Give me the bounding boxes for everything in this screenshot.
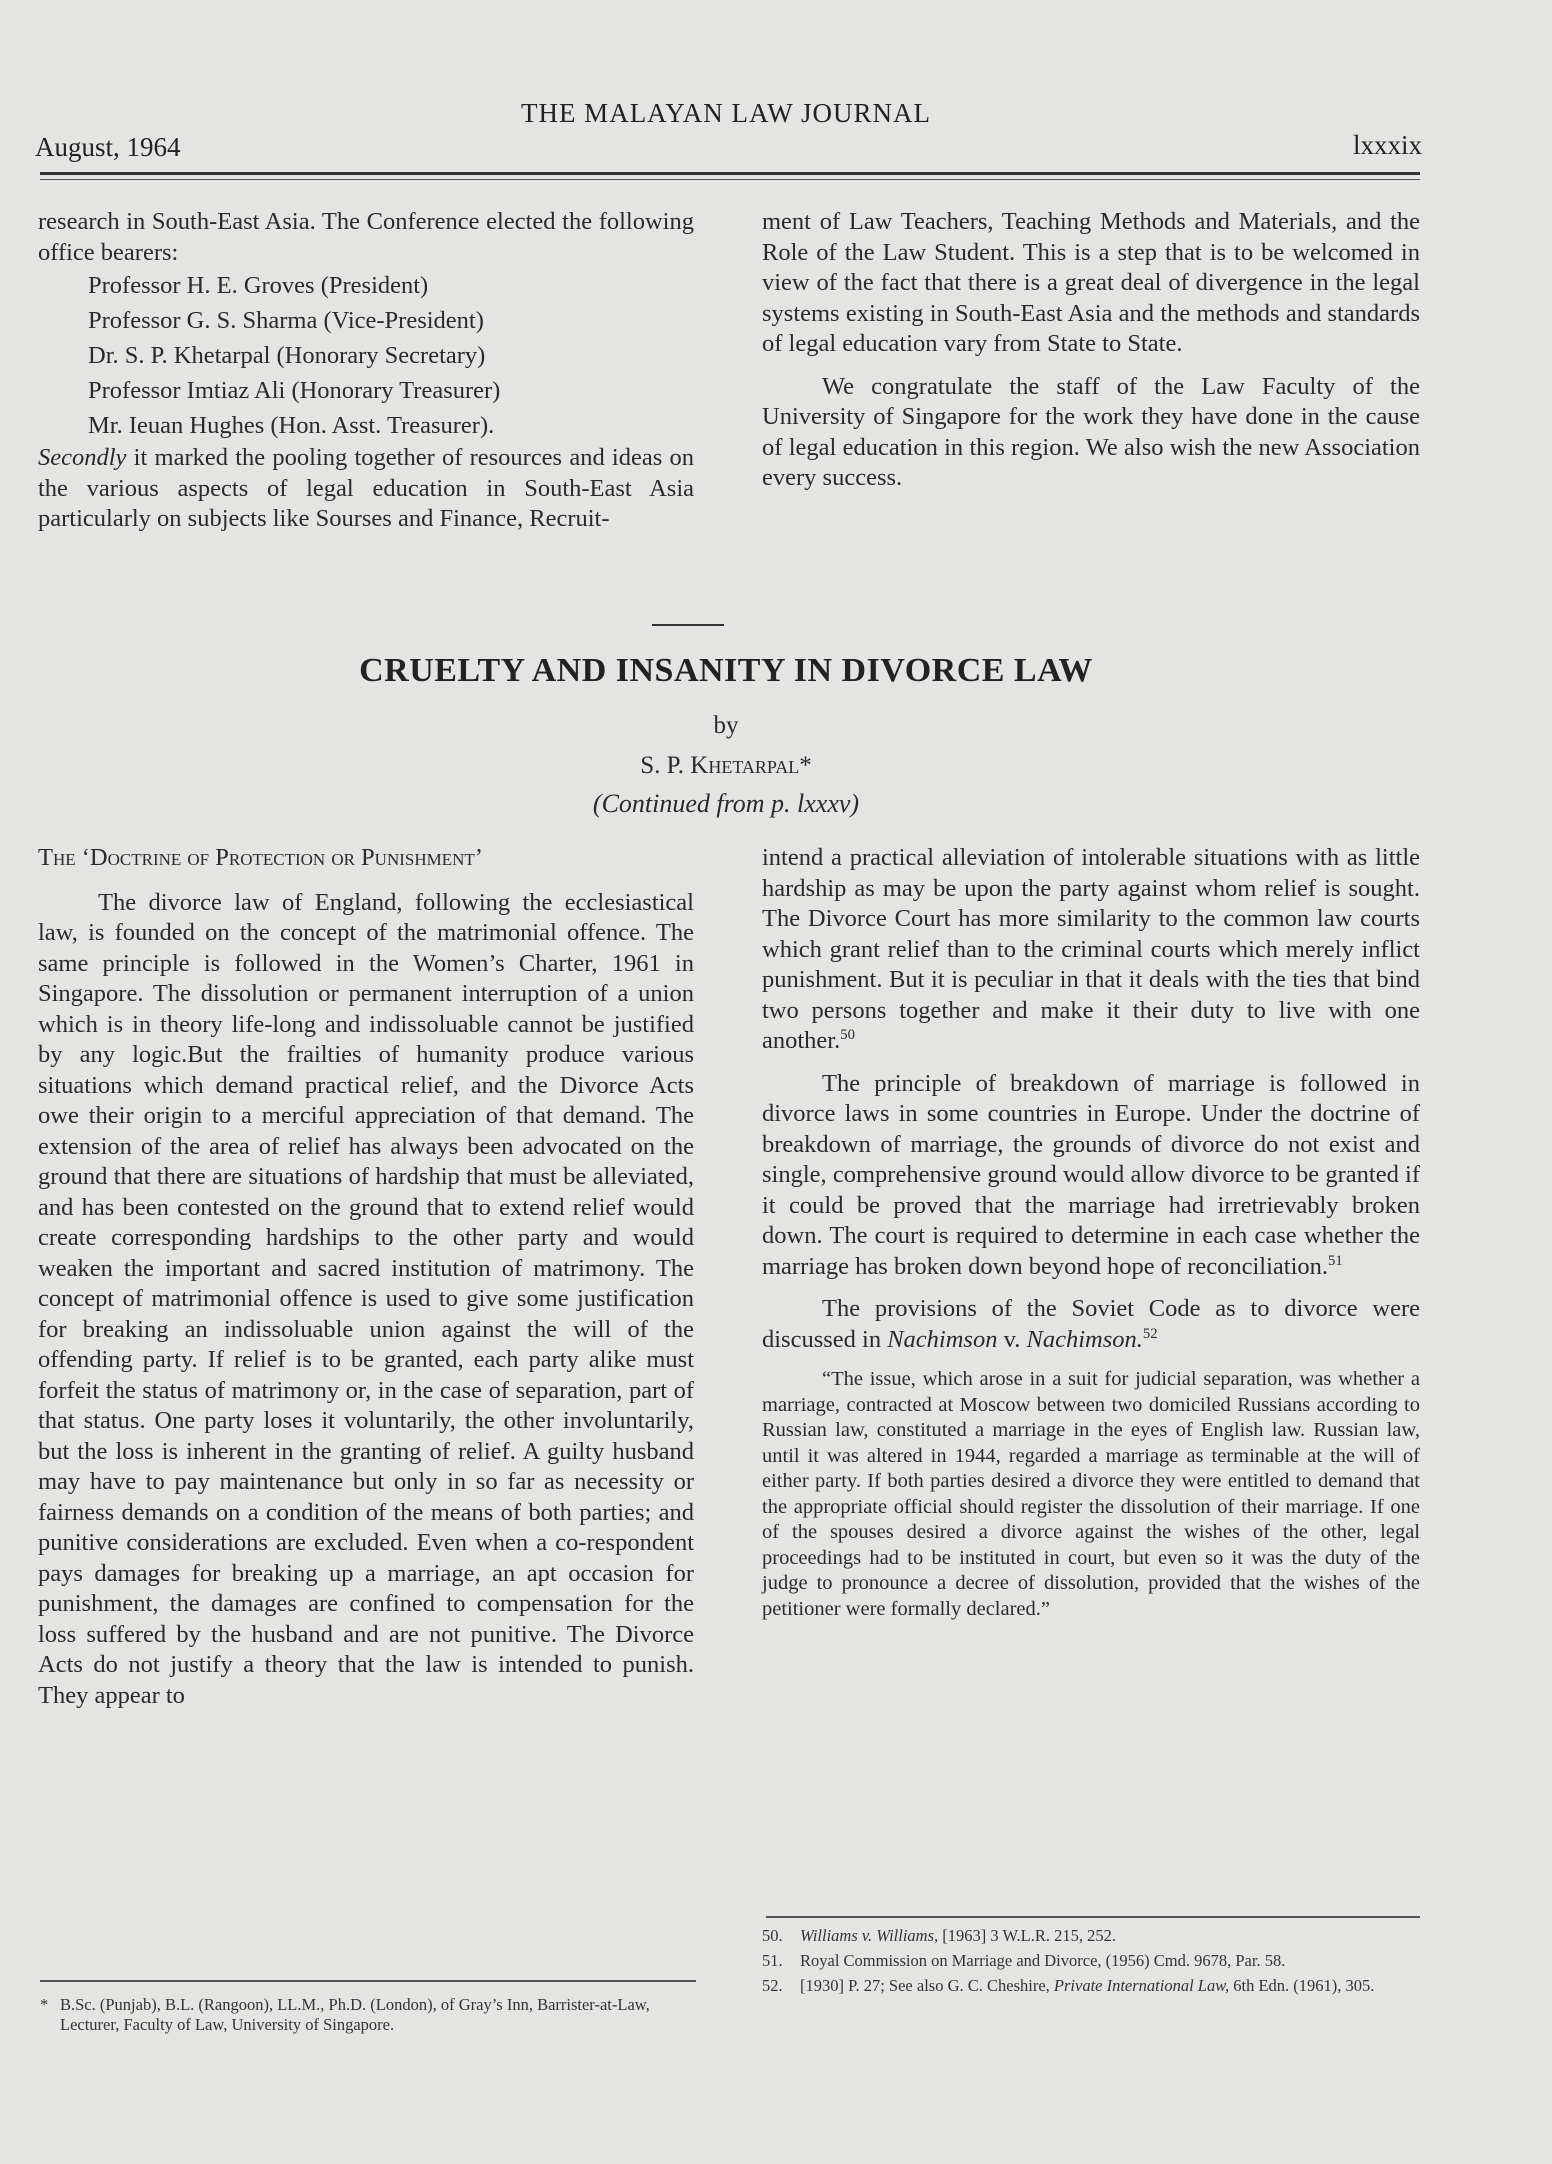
footnote-rule — [40, 1980, 696, 1982]
issue-date: August, 1964 — [35, 132, 181, 162]
office-bearers-list — [38, 268, 694, 443]
secondly-text: it marked the pooling together of resources and ideas on the various aspects of legal education in South-East Asia particularly on subjects like Sourses and Finance, Recruit- — [38, 444, 694, 532]
footnote-text — [800, 1976, 1422, 1996]
footnote-number: 51. — [762, 1951, 783, 1970]
case-name: Nachimson — [887, 1325, 998, 1353]
office-bearer: Professor H. E. Groves (President) — [88, 272, 429, 299]
footnote-text: Royal Commission on Marriage and Divorce, (1956) Cmd. 9678, Par. 58. — [800, 1951, 1286, 1970]
footnote-text: B.Sc. (Punjab), B.L. (Rangoon), LL.M., Ph.D. (London), of Gray’s Inn, Barrister-at-Law, Lecturer, Faculty of Law, University of Singapore. — [60, 1995, 650, 2034]
footnote-item — [40, 1995, 700, 2035]
page-number: lxxxix — [1352, 130, 1422, 160]
article-paragraph — [762, 1294, 1420, 1355]
author-footnote — [40, 1995, 700, 2040]
header-rule-thin — [40, 179, 1420, 180]
footnote-mark: * — [40, 1995, 49, 2014]
footnote-citation: 6th Edn. (1961), 305. — [1229, 1976, 1375, 1995]
office-bearer: Professor G. S. Sharma (Vice-President) — [88, 307, 484, 334]
office-bearer: Dr. S. P. Khetarpal (Honorary Secretary) — [88, 342, 486, 369]
continued-note: (Continued from p. lxxxv) — [592, 789, 860, 818]
footnote-citation: [1963] 3 W.L.R. 215, 252. — [938, 1926, 1116, 1945]
footnote-item — [762, 1951, 1422, 1971]
article-left-column — [38, 843, 694, 1711]
previous-article-paragraph: ment of Law Teachers, Teaching Methods and Materials, and the Role of the Law Student. This is a step that is to be welcomed in view of the fact that there is a great deal of divergence in the legal systems existing in South-East Asia and the methods and standards of legal education vary from State to State. — [762, 208, 1420, 357]
office-bearer: Mr. Ieuan Hughes (Hon. Asst. Treasurer). — [88, 412, 495, 439]
article-paragraph: The divorce law of England, following the ecclesiastical law, is founded on the concept of the matrimonial offence. The same principle is followed in the Women’s Charter, 1961 in Singapore. The dissolution or permanent interruption of a union which is in theory life-long and indissoluable cannot be justified by any logic.But the frailties of humanity produce various situations which demand practical relief, and the Divorce Acts owe their origin to a merciful appreciation of that demand. The extension of the area of relief has always been advocated on the ground that there are situations of hardship that must be alleviated, and has been contested on the ground that to extend relief would create corresponding hardships to the other party and would weaken the important and sacred institution of matrimony. The concept of matrimonial offence is used to give some justification for breaking an indissoluable union against the will of the offending party. If relief is to be granted, each party alike must forfeit the status of matrimony or, in the case of separation, part of that status. One party loses it voluntarily, the other involuntarily, but the loss is inherent in the granting of relief. A guilty husband may have to pay maintenance but only in so far as necessity or fairness demands on a condition of the means of both parties; and punitive considerations are excluded. Even when a co-respondent pays damages for breaking up a marriage, an apt occasion for punishment, the damages are confined to compensation for the loss suffered by the husband and are not punitive. The Divorce Acts do not justify a theory that the law is intended to punish. They appear to — [38, 888, 694, 1709]
article-paragraph — [762, 1069, 1420, 1283]
article-paragraph — [762, 843, 1420, 1057]
article-separator — [652, 624, 724, 626]
footnote-number: 50. — [762, 1926, 783, 1945]
secondly-paragraph — [38, 443, 694, 535]
article-right-column — [762, 843, 1420, 1622]
footnote-citation: [1930] P. 27; See also G. C. Cheshire, — [800, 1976, 1054, 1995]
header-rule-thick — [40, 172, 1420, 175]
footnote-ref[interactable]: 50 — [840, 1026, 855, 1043]
footnote-ref[interactable]: 52 — [1142, 1325, 1158, 1342]
footnotes-list — [762, 1926, 1422, 2001]
previous-article-intro: research in South-East Asia. The Conference elected the following office bearers: — [38, 208, 694, 266]
author-name: S. P. Khetarpal* — [640, 752, 812, 779]
office-bearer: Professor Imtiaz Ali (Honorary Treasurer) — [88, 377, 501, 404]
secondly-word: Secondly — [38, 444, 127, 471]
block-quote: “The issue, which arose in a suit for judicial separation, was whether a marriage, contracted at Moscow between two domiciled Russians according to Russian law, constituted a marriage in the eyes of English law. Russian law, until it was altered in 1944, regarded a marriage as terminable at the will of either party. If both parties desired a divorce they were entitled to demand that the appropriate official should register the dissolution of their marriage. If one of the spouses desired a divorce against the wishes of the other, legal proceedings had to be instituted in court, but even so it was the duty of the judge to pronounce a decree of dissolution, provided that the wishes of the petitioner were formally declared.” — [762, 1368, 1420, 1620]
previous-article-right-column — [762, 207, 1420, 494]
footnote-text — [800, 1926, 1422, 1946]
journal-title: THE MALAYAN LAW JOURNAL — [520, 98, 932, 128]
paragraph-text: The provisions of the Soviet Code as to divorce were discussed in — [762, 1295, 1420, 1353]
paragraph-text: intend a practical alleviation of intolerable situations with as little hardship as may be upon the party against whom relief is sought. The Divorce Court has more similarity to the common law courts which grant relief than to the criminal courts which merely inflict punishment. But it is peculiar in that it deals with the ties that bind two persons together and make it their duty to live with one another. — [762, 844, 1420, 1054]
footnote-ref[interactable]: 51 — [1328, 1252, 1343, 1269]
case-name: Nachimson. — [1026, 1325, 1143, 1353]
section-heading: The ‘Doctrine of Protection or Punishment’ — [38, 844, 483, 871]
footnote-item — [762, 1926, 1422, 1946]
footnote-number: 52. — [762, 1976, 783, 1995]
byline: by — [713, 712, 739, 739]
previous-article-left-column — [38, 207, 694, 535]
footnote-case: Williams v. Williams, — [800, 1926, 939, 1945]
footnote-book-title: Private International Law, — [1053, 1976, 1230, 1995]
paragraph-text: v. — [997, 1325, 1027, 1353]
article-title: CRUELTY AND INSANITY IN DIVORCE LAW — [359, 652, 1093, 689]
paragraph-text: The principle of breakdown of marriage is followed in divorce laws in some countries in Europe. Under the doctrine of breakdown of marriage, the grounds of divorce do not exist and single, comprehensive ground would allow divorce to be granted if it could be proved that the marriage had irretrievably broken down. The court is required to determine in each case whether the marriage has broken down beyond hope of reconciliation. — [762, 1069, 1420, 1280]
footnote-rule — [766, 1916, 1420, 1918]
previous-article-paragraph: We congratulate the staff of the Law Faculty of the University of Singapore for the work they have done in the cause of legal education in this region. We also wish the new Association every success. — [762, 372, 1420, 491]
footnote-item — [762, 1976, 1422, 1996]
